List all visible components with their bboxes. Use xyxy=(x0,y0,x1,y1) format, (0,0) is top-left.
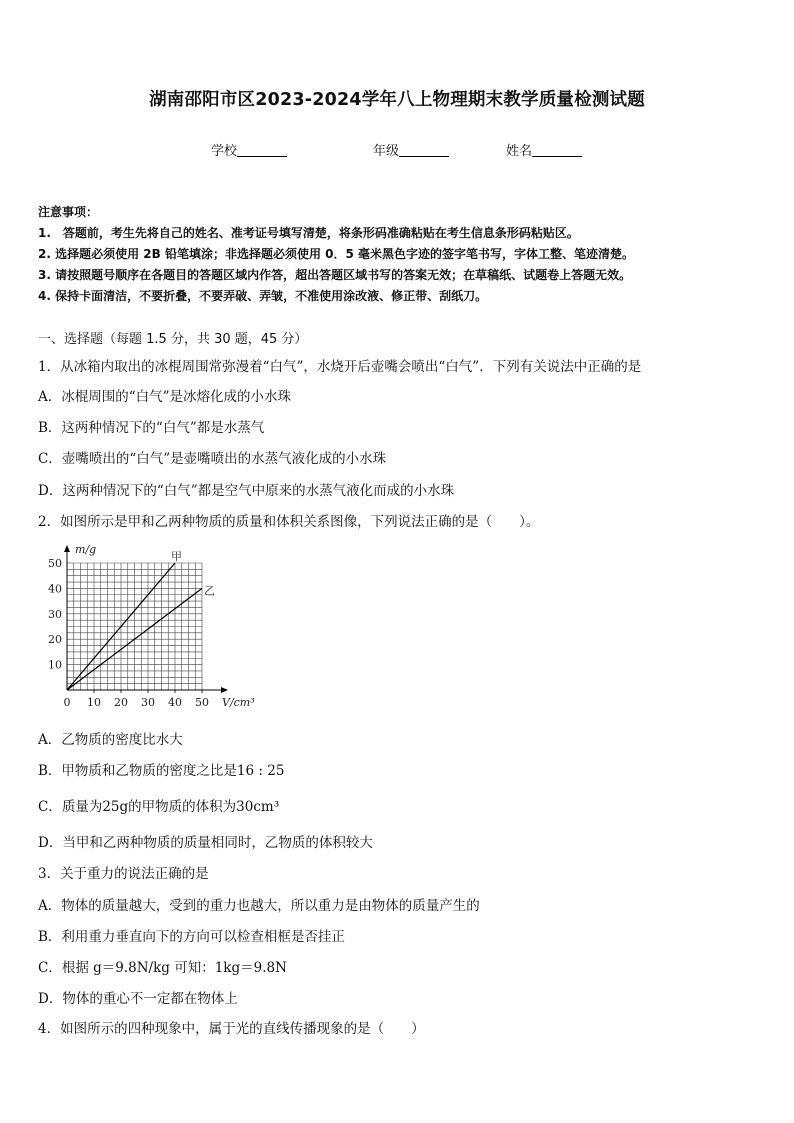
y-tick-label: 50 xyxy=(48,557,62,570)
chart-grid xyxy=(67,563,202,690)
x-tick-label: 50 xyxy=(195,696,209,709)
section-heading: 一、选择题（每题 1.5 分，共 30 题，45 分） xyxy=(38,332,308,347)
option-b: B．这两种情况下的“白气”都是水蒸气 xyxy=(38,420,265,436)
notice-item: 2. 选择题必须使用 2B 铅笔填涂；非选择题必须使用 0．5 毫米黑色字迹的签字笔书写，字体工整、笔迹清楚。 xyxy=(38,247,634,261)
field-school-label: 学校 xyxy=(211,144,238,159)
series-label-1: 甲 xyxy=(171,550,182,563)
option-c: C．根据 g＝9.8N/kg 可知：1kg＝9.8N xyxy=(38,960,287,976)
option-a: A．乙物质的密度比水大 xyxy=(38,732,183,748)
x-tick-label: 40 xyxy=(168,696,182,709)
x-axis-label: V/cm³ xyxy=(222,696,255,709)
x-tick-label: 30 xyxy=(141,696,155,709)
option-c: C．壶嘴喷出的“白气”是壶嘴喷出的水蒸气液化成的小水珠 xyxy=(38,451,387,467)
option-d: D．物体的重心不一定都在物体上 xyxy=(38,991,238,1007)
question-stem: 3．关于重力的说法正确的是 xyxy=(38,866,209,882)
y-tick-label: 40 xyxy=(48,582,62,596)
field-grade-blank[interactable] xyxy=(399,144,449,157)
field-school-blank[interactable] xyxy=(237,144,287,157)
field-school xyxy=(211,140,287,159)
option-a: A．冰棍周围的“白气”是冰熔化成的小水珠 xyxy=(38,389,292,405)
notice-item: 3. 请按照题号顺序在各题目的答题区域内作答，超出答题区域书写的答案无效；在草稿纸、试题卷上答题无效。 xyxy=(38,268,632,282)
notice-item: 4. 保持卡面清洁，不要折叠，不要弄破、弄皱，不准使用涂改液、修正带、刮纸刀。 xyxy=(38,289,488,303)
field-name-label: 姓名 xyxy=(506,144,533,159)
y-axis-label: m/g xyxy=(75,543,97,556)
series-label-2: 乙 xyxy=(204,584,215,598)
option-b: B．利用重力垂直向下的方向可以检查相框是否挂正 xyxy=(38,929,345,945)
x-tick-label: 10 xyxy=(87,696,101,709)
page-title: 湖南邵阳市区2023-2024学年八上物理期末教学质量检测试题 xyxy=(149,90,645,110)
option-a: A．物体的质量越大，受到的重力也越大，所以重力是由物体的质量产生的 xyxy=(38,898,480,914)
x-tick-label: 20 xyxy=(114,696,128,709)
notice-heading: 注意事项： xyxy=(38,205,99,219)
notice-item: 1. 答题前，考生先将自己的姓名、准考证号填写清楚，将条形码准确粘贴在考生信息条形码粘贴区。 xyxy=(38,226,579,240)
y-axis-arrow xyxy=(64,545,70,552)
field-name xyxy=(506,140,582,159)
y-tick-label: 20 xyxy=(48,633,62,647)
option-d: D．当甲和乙两种物质的质量相同时，乙物质的体积较大 xyxy=(38,835,373,851)
option-b: B．甲物质和乙物质的密度之比是16 : 25 xyxy=(38,763,285,779)
y-tick-label: 30 xyxy=(48,607,62,621)
option-d: D．这两种情况下的“白气”都是空气中原来的水蒸气液化而成的小水珠 xyxy=(38,483,455,499)
question-stem: 1．从冰箱内取出的冰棍周围常弥漫着“白气”，水烧开后壶嘴会喷出“白气”．下列有关说法中正确的是 xyxy=(38,359,642,375)
x-axis-arrow xyxy=(221,687,228,693)
question-stem: 2．如图所示是甲和乙两种物质的质量和体积关系图像，下列说法正确的是（ ）。 xyxy=(38,514,540,530)
field-grade xyxy=(373,140,449,159)
question-stem: 4．如图所示的四种现象中，属于光的直线传播现象的是（ ） xyxy=(38,1021,425,1037)
y-tick-label: 10 xyxy=(48,658,62,672)
x-tick-label: 0 xyxy=(63,696,71,709)
option-c: C．质量为25g的甲物质的体积为30cm³ xyxy=(38,799,280,815)
field-grade-label: 年级 xyxy=(373,144,400,159)
mass-volume-chart xyxy=(40,538,272,718)
field-name-blank[interactable] xyxy=(532,144,582,157)
